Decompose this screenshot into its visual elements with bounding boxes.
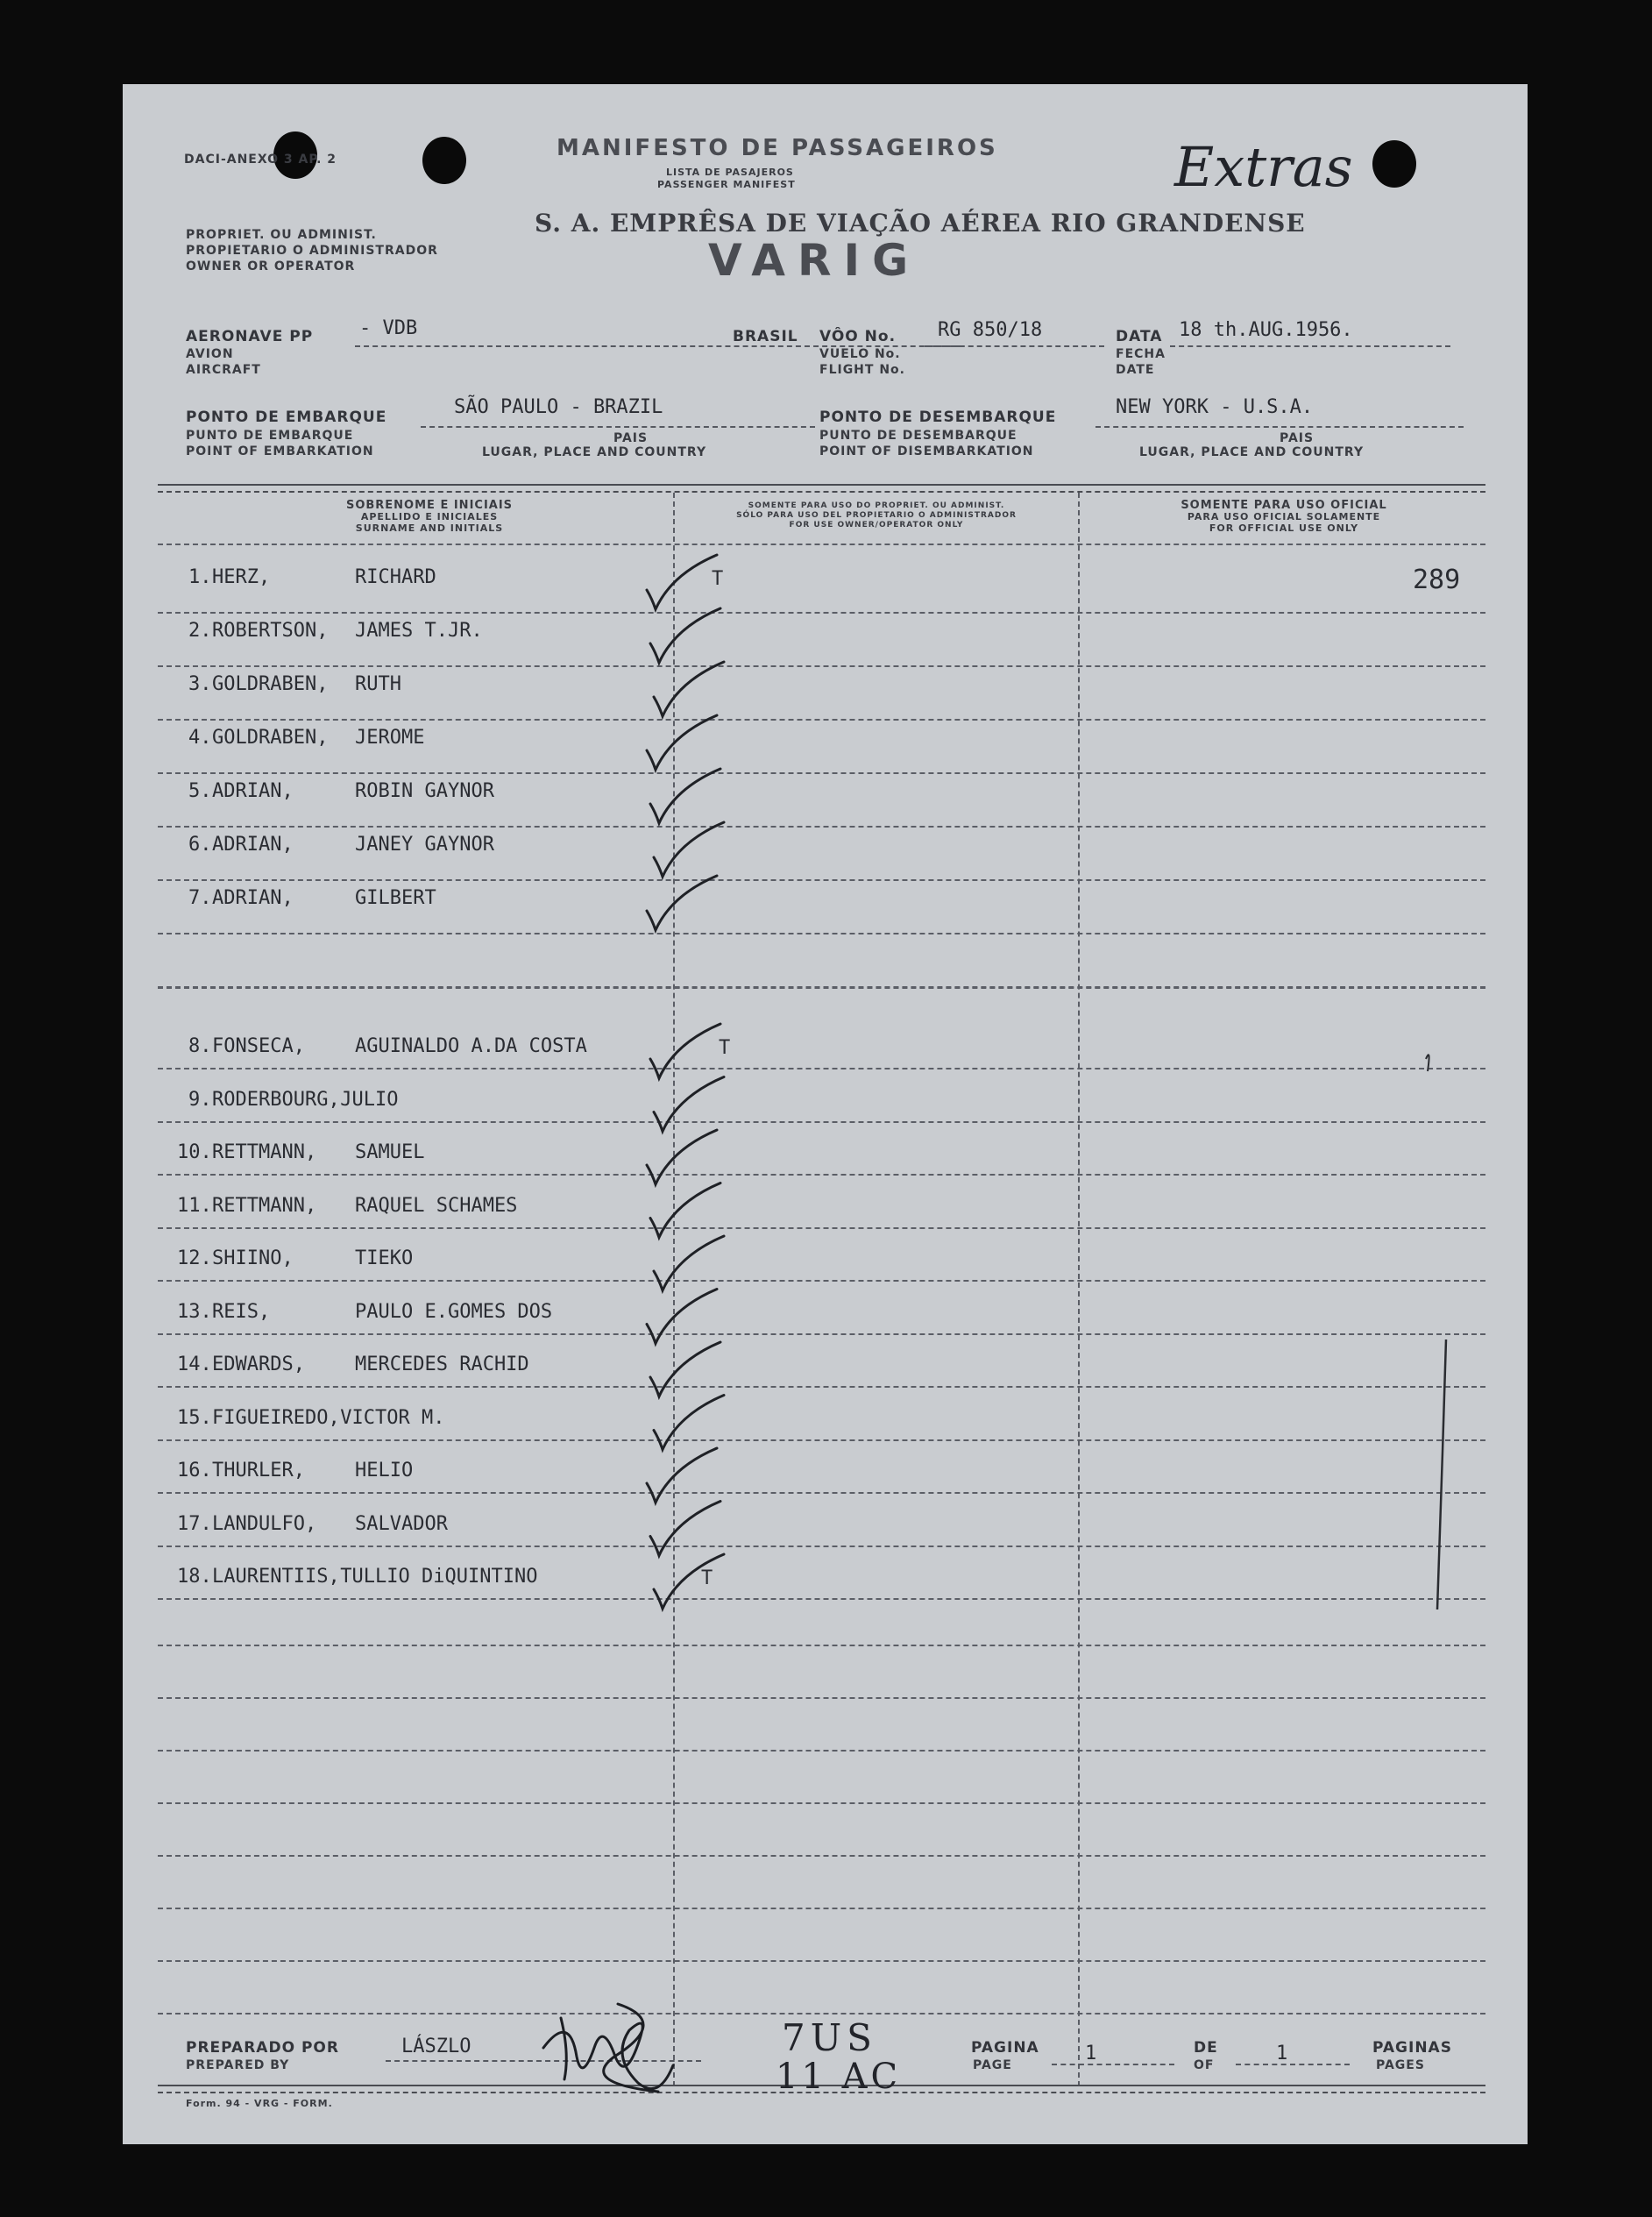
date-value: 18 th.AUG.1956. — [1179, 319, 1353, 341]
header-bottom-rule — [158, 544, 1485, 545]
operator-mark: T — [701, 1567, 713, 1589]
subtitle-es: LISTA DE PASAJEROS — [666, 167, 794, 178]
page-label-en: PAGE — [973, 2058, 1012, 2072]
passenger-number: 15. — [177, 1406, 212, 1429]
table-row — [123, 673, 1528, 708]
table-row — [123, 1247, 1528, 1283]
aircraft-label: AERONAVE PP — [186, 328, 314, 345]
table-rule — [158, 612, 1485, 614]
passenger-surname: RETTMANN, — [212, 1141, 317, 1163]
passenger-number: 14. — [177, 1354, 212, 1375]
table-row — [123, 1354, 1528, 1389]
passenger-surname: ROBERTSON, — [212, 620, 329, 642]
table-rule — [158, 933, 1485, 934]
passenger-surname: LANDULFO, — [212, 1512, 317, 1535]
passenger-number: 18. — [177, 1566, 212, 1588]
table-rule — [158, 1750, 1485, 1752]
table-rule — [158, 1121, 1485, 1123]
prepared-underline — [386, 2060, 701, 2062]
passenger-surname: SHIINO, — [212, 1247, 294, 1269]
form-reference: Form. 94 - VRG - FORM. — [186, 2098, 333, 2109]
table-rule — [158, 1546, 1485, 1547]
column-header-names — [202, 500, 657, 534]
handwritten-note-line-2: 11 AC — [776, 2057, 902, 2097]
passenger-given-names: PAULO E.GOMES DOS — [355, 1300, 553, 1323]
table-row — [123, 1460, 1528, 1495]
passenger-surname: THURLER, — [212, 1460, 305, 1482]
date-label-en: DATE — [1116, 363, 1155, 377]
passenger-given-names: TIEKO — [355, 1247, 414, 1269]
page-underline — [1052, 2064, 1174, 2065]
table-rule — [158, 1068, 1485, 1069]
extras-annotation: Extras — [1174, 135, 1353, 199]
passenger-number: 13. — [177, 1300, 212, 1323]
passenger-given-names: HELIO — [355, 1460, 414, 1482]
table-row — [123, 1035, 1528, 1070]
pages-label: PAGINAS — [1372, 2039, 1452, 2057]
owner-label-en: OWNER OR OPERATOR — [186, 259, 356, 274]
passenger-given-names: SAMUEL — [355, 1141, 425, 1163]
table-rule — [158, 826, 1485, 828]
disembark-label-en: POINT OF DISEMBARKATION — [819, 444, 1034, 458]
disembark-underline — [1095, 426, 1464, 428]
passenger-number: 5. — [188, 780, 212, 802]
flight-label-en: FLIGHT No. — [819, 363, 905, 377]
operator-mark: T — [712, 568, 724, 590]
of-label-en: OF — [1194, 2058, 1215, 2072]
table-rule — [158, 1697, 1485, 1699]
brand-name: VARIG — [708, 235, 921, 286]
passenger-given-names: JANEY GAYNOR — [355, 834, 494, 856]
form-code: DACI-ANEXO 3 AP. 2 — [184, 153, 337, 167]
passenger-given-names: RICHARD — [355, 566, 436, 588]
embark-underline — [421, 426, 815, 428]
passenger-number: 1. — [188, 566, 212, 588]
prepared-by-value: LÁSZLO — [401, 2036, 471, 2057]
punch-hole-right — [1372, 140, 1416, 188]
passenger-surname: FONSECA, — [212, 1035, 305, 1057]
page-label: PAGINA — [971, 2039, 1039, 2057]
flight-label-es: VUELO No. — [819, 347, 901, 361]
table-row — [123, 1141, 1528, 1176]
passenger-number: 6. — [188, 834, 212, 856]
subtitle-en: PASSENGER MANIFEST — [657, 179, 796, 190]
table-rule — [158, 1439, 1485, 1441]
passenger-number: 11. — [177, 1194, 212, 1217]
prepared-by-label-en: PREPARED BY — [186, 2058, 290, 2072]
table-rule — [158, 772, 1485, 774]
table-rule — [158, 879, 1485, 881]
passenger-given-names: MERCEDES RACHID — [355, 1354, 529, 1375]
passenger-number: 9. — [188, 1088, 212, 1111]
date-label: DATA — [1116, 328, 1163, 345]
passenger-given-names: VICTOR M. — [340, 1406, 445, 1429]
of-value: 1 — [1276, 2043, 1288, 2064]
operator-header-en: FOR USE OWNER/OPERATOR ONLY — [789, 521, 964, 529]
table-row — [123, 1195, 1528, 1230]
passenger-surname: EDWARDS, — [212, 1354, 305, 1375]
passenger-given-names: TULLIO DiQUINTINO — [340, 1566, 538, 1588]
table-row — [123, 727, 1528, 762]
manifest-sheet — [123, 84, 1528, 2144]
embark-label-es: PUNTO DE EMBARQUE — [186, 429, 354, 443]
passenger-given-names: JULIO — [340, 1088, 399, 1111]
table-rule — [158, 1174, 1485, 1176]
passenger-number: 7. — [188, 887, 212, 909]
official-header-en: FOR OFFICIAL USE ONLY — [1209, 522, 1359, 534]
official-header-pt: SOMENTE PARA USO OFICIAL — [1181, 499, 1387, 512]
embark-label-en: POINT OF EMBARKATION — [186, 444, 374, 458]
embark-value: SÃO PAULO - BRAZIL — [454, 396, 663, 418]
disembark-place-en: LUGAR, PLACE AND COUNTRY — [1139, 445, 1365, 459]
official-header-es: PARA USO OFICIAL SOLAMENTE — [1187, 511, 1381, 522]
table-row — [123, 620, 1528, 655]
punch-hole-center — [422, 137, 466, 184]
of-label: DE — [1194, 2039, 1218, 2057]
date-underline — [1170, 345, 1450, 347]
flight-label: VÔO No. — [819, 328, 897, 345]
page-title: MANIFESTO DE PASSAGEIROS — [557, 135, 998, 161]
passenger-surname: RODERBOURG, — [212, 1088, 340, 1111]
table-row — [123, 1407, 1528, 1442]
table-row — [123, 834, 1528, 869]
passenger-number: 2. — [188, 620, 212, 642]
passenger-given-names: RUTH — [355, 673, 401, 695]
passenger-surname: ADRIAN, — [212, 887, 294, 909]
aircraft-label-en: AIRCRAFT — [186, 363, 261, 377]
passenger-number: 4. — [188, 727, 212, 749]
table-rule — [158, 1386, 1485, 1388]
names-header-en: SURNAME AND INITIALS — [355, 522, 504, 534]
table-row — [123, 1566, 1528, 1601]
disembark-label-es: PUNTO DE DESEMBARQUE — [819, 429, 1017, 443]
table-row — [123, 887, 1528, 922]
column-header-operator — [684, 501, 1069, 530]
pages-label-en: PAGES — [1376, 2058, 1425, 2072]
table-rule — [158, 1492, 1485, 1494]
company-name: S. A. EMPRÊSA DE VIAÇÃO AÉREA RIO GRANDENSE — [535, 209, 1306, 238]
embark-place-en: LUGAR, PLACE AND COUNTRY — [482, 445, 707, 459]
table-rule — [158, 2013, 1485, 2014]
operator-header-pt: SOMENTE PARA USO DO PROPRIET. OU ADMINIST. — [748, 501, 1005, 510]
passenger-given-names: JAMES T.JR. — [355, 620, 483, 642]
table-top-rule — [158, 484, 1485, 493]
table-row — [123, 566, 1528, 601]
names-header-pt: SOBRENOME E INICIAIS — [345, 499, 514, 512]
passenger-surname: LAURENTIIS, — [212, 1566, 340, 1588]
aircraft-label-es: AVION — [186, 347, 234, 361]
owner-label-es: PROPIETARIO O ADMINISTRADOR — [186, 244, 438, 258]
embark-label: PONTO DE EMBARQUE — [186, 409, 387, 426]
operator-header-es: SÓLO PARA USO DEL PROPIETARIO O ADMINISTRADOR — [736, 511, 1017, 520]
passenger-number: 3. — [188, 673, 212, 695]
passenger-surname: FIGUEIREDO, — [212, 1406, 340, 1429]
table-rule — [158, 1333, 1485, 1335]
names-header-es: APELLIDO E INICIALES — [360, 511, 499, 522]
disembark-value: NEW YORK - U.S.A. — [1116, 396, 1314, 418]
passenger-given-names: AGUINALDO A.DA COSTA — [355, 1035, 587, 1057]
passenger-surname: HERZ, — [212, 566, 271, 588]
column-header-official — [1087, 500, 1481, 534]
table-row — [123, 780, 1528, 815]
passenger-surname: GOLDRABEN, — [212, 673, 329, 695]
page-value: 1 — [1085, 2043, 1097, 2064]
table-rule — [158, 1802, 1485, 1804]
table-rule — [158, 1227, 1485, 1229]
prepared-by-label: PREPARADO POR — [186, 2039, 339, 2057]
table-row — [123, 1513, 1528, 1548]
date-label-es: FECHA — [1116, 347, 1166, 361]
passenger-given-names: RAQUEL SCHAMES — [355, 1194, 518, 1217]
flight-underline — [925, 345, 1104, 347]
table-rule — [158, 665, 1485, 667]
official-stamp-number: 289 — [1413, 565, 1461, 595]
embark-place-pt: PAIS — [613, 431, 649, 445]
table-rule — [158, 1908, 1485, 1909]
passenger-number: 16. — [177, 1460, 212, 1482]
passenger-given-names: SALVADOR — [355, 1512, 448, 1535]
table-rule — [158, 1598, 1485, 1600]
passenger-surname: GOLDRABEN, — [212, 727, 329, 749]
aircraft-value: - VDB — [359, 317, 418, 339]
passenger-surname: RETTMANN, — [212, 1194, 317, 1217]
passenger-surname: ADRIAN, — [212, 780, 294, 802]
disembark-label: PONTO DE DESEMBARQUE — [819, 409, 1057, 426]
table-rule — [158, 1960, 1485, 1962]
operator-mark: T — [719, 1037, 731, 1059]
passenger-given-names: ROBIN GAYNOR — [355, 780, 494, 802]
table-rule — [158, 719, 1485, 721]
passenger-given-names: GILBERT — [355, 887, 436, 909]
passenger-given-names: JEROME — [355, 727, 425, 749]
passenger-number: 17. — [177, 1512, 212, 1535]
disembark-place-pt: PAIS — [1280, 431, 1315, 445]
table-rule — [158, 987, 1485, 989]
flight-value: RG 850/18 — [938, 319, 1043, 341]
table-rule — [158, 1855, 1485, 1857]
passenger-number: 12. — [177, 1247, 212, 1269]
table-row — [123, 1089, 1528, 1124]
owner-label-pt: PROPRIET. OU ADMINIST. — [186, 228, 377, 242]
passenger-number: 8. — [188, 1035, 212, 1057]
handwritten-note-line-1: 7US — [782, 2016, 877, 2059]
nationality: BRASIL — [733, 328, 798, 345]
of-underline — [1236, 2064, 1350, 2065]
passenger-surname: ADRIAN, — [212, 834, 294, 856]
passenger-surname: REIS, — [212, 1300, 271, 1323]
table-rule — [158, 1280, 1485, 1282]
table-row — [123, 1301, 1528, 1336]
table-rule — [158, 1645, 1485, 1646]
passenger-number: 10. — [177, 1141, 212, 1163]
